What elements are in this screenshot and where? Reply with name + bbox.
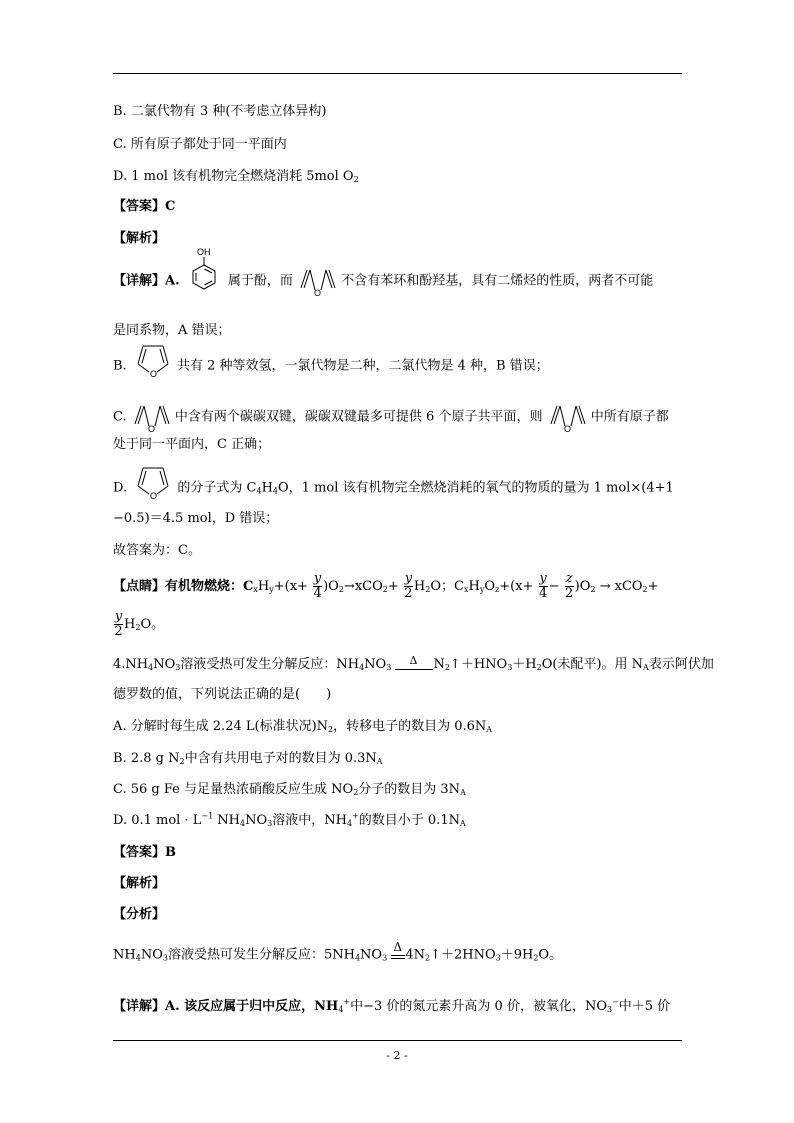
furan-o-label: O [149, 369, 157, 379]
analysis-header: 【分析】 [113, 907, 166, 922]
detail-a-line: 【详解】A. OH 属于酚，而 O 不含有苯环和酚羟基，具有二烯烃的性质，两者不可能 [113, 247, 654, 298]
option-b: B. 二氯代物有 3 种(不考虑立体异构) [113, 104, 327, 119]
detail-a-cont: 是同系物，A 错误； [113, 323, 231, 338]
footer-rule [113, 1040, 682, 1041]
analysis-1: 【解析】 [113, 231, 166, 246]
conclusion: 故答案为：C。 [113, 543, 201, 558]
furan-open-structure [547, 400, 587, 434]
detail-d-line: D. O 的分子式为 $C_4H_4O$，1 mol 该有机物完全燃烧消耗的氧气的物质的量为 1 mol×(4+1 [113, 474, 674, 502]
detail-d-cont: −0.5)＝4.5 mol，D 错误； [113, 511, 279, 526]
furan-structure [133, 340, 173, 380]
question-4-stem: $4.NH_4NO_3$溶液受热可发生分解反应：$NH_4NO_3$ Δ $N_2↑+HNO_3+H_2O$(未配平)。用 $N_A$表示阿伏加 [113, 653, 714, 672]
furan-o-label: O [563, 424, 571, 434]
header-rule [113, 73, 682, 74]
detail-b-line: B. O 共有 2 种等效氢，一氯代物是二种，二氯代物是 4 种，B 错误； [113, 352, 549, 380]
fraction-z-over-2: $\frac{z}{2}$ [564, 571, 574, 601]
key-point-line: 【点睛】有机物燃烧：$C_xH_y+(x+$ $\frac{y}{4}$ )$O_2\to xCO_2+$ $\frac{y}{2}$ $H_2O$；$C_xH_yO_z+(x+$ $\frac{y}{4}$ − $\frac{z}{2}$ )$O_2 \to xCO_2+$ [113, 571, 659, 601]
answer-1: 【答案】C [113, 199, 176, 214]
detail-c-line: C. O 中含有两个碳碳双键，碳碳双键最多可提供 6 个原子共平面，则 O 中所有原子都 [113, 400, 669, 434]
heating-equals-sign: Δ [391, 946, 405, 964]
question-4-stem-cont: 德罗数的值，下列说法正确的是( ) [113, 687, 332, 702]
furan-open-structure [131, 400, 171, 434]
option-d: D. 1 mol 该有机物完全燃烧消耗 5mol $O_2$ [113, 169, 359, 184]
heating-arrow: Δ [395, 658, 433, 672]
fraction-y-over-4: $\frac{y}{4}$ [538, 571, 548, 601]
fraction-y-over-2: $\frac{y}{2}$ [114, 609, 123, 639]
furan-structure [133, 462, 173, 502]
analysis-equation: $NH_4NO_3$溶液受热可发生分解反应：$5NH_4NO_3$ Δ $4N_2↑+2HNO_3+9H_2O$。 [113, 940, 563, 963]
option-c: C. 所有原子都处于同一平面内 [113, 137, 287, 152]
key-point-cont: $\frac{y}{2}$ $H_2O$。 [114, 609, 165, 639]
question-4-option-d: D. 0.1 mol · $L^{-1}$ $NH_4NO_3$溶液中，$NH_4^+$的数目小于 $0.1N_A$ [113, 811, 466, 828]
answer-2: 【答案】B [113, 845, 176, 860]
detail-last-line: 【详解】A. 该反应属于归中反应，$NH_4^+$中−3 价的氮元素升高为 0 价，被氧化，$NO_3^-$中＋5 价 [113, 997, 671, 1014]
question-4-option-a: A. 分解时每生成 2.24 L(标准状况)$N_2$，转移电子的数目为 $0.6N_A$ [113, 719, 493, 734]
phenol-oh-label: OH [196, 247, 211, 257]
furan-open-structure [297, 264, 337, 298]
fraction-y-over-4: $\frac{y}{4}$ [313, 571, 322, 601]
furan-o-label: O [314, 288, 322, 298]
furan-o-label: O [150, 491, 158, 501]
question-4-option-c: C. 56 g Fe 与足量热浓硝酸反应生成 $NO_2$分子的数目为 $3N_A$ [113, 782, 466, 797]
fraction-y-over-2: $\frac{y}{2}$ [404, 571, 413, 601]
phenol-structure [188, 246, 222, 296]
furan-o-label: O [147, 424, 155, 434]
detail-c-cont: 处于同一平面内，C 正确； [113, 437, 271, 452]
analysis-2: 【解析】 [113, 876, 166, 891]
page-number: - 2 - [386, 1049, 408, 1062]
question-4-option-b: B. 2.8 g $N_2$中含有共用电子对的数目为 $0.3N_A$ [113, 751, 383, 766]
